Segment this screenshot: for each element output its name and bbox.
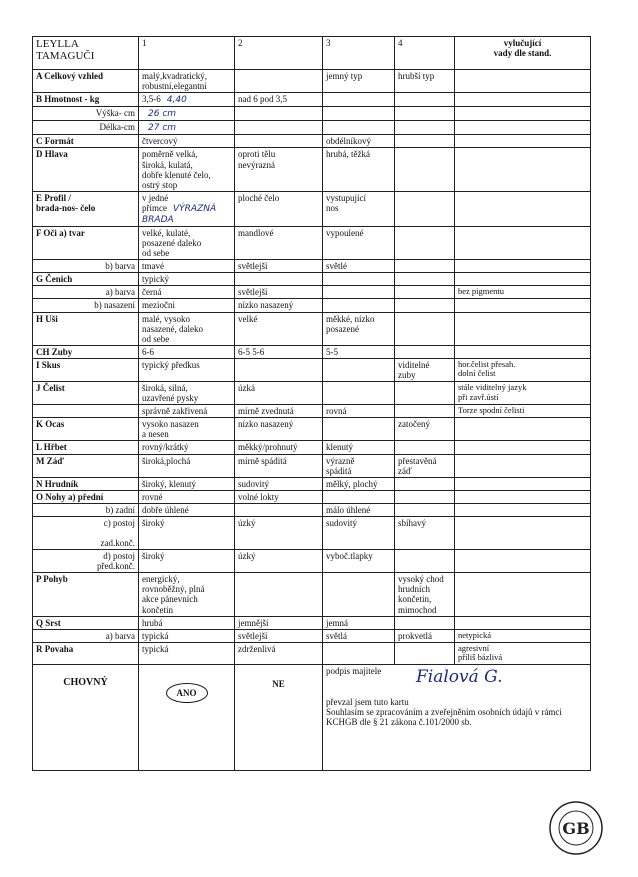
row-cell-col3: obdélníkový (323, 135, 395, 148)
row-cell-col4 (395, 191, 455, 226)
row-cell-col4 (395, 121, 455, 135)
row-cell-col1: široký, klenutý (139, 477, 235, 490)
row-cell-col4 (395, 312, 455, 345)
row-label: Délka-cm (33, 121, 139, 135)
form-row (33, 516, 591, 549)
row-cell-col5: agresivní příliš bázlivá (455, 642, 591, 664)
row-cell-col5 (455, 148, 591, 191)
row-cell-col2 (235, 573, 323, 616)
row-label: d) postoj před.konč. (33, 550, 139, 573)
form-row (33, 107, 591, 121)
form-row (33, 299, 591, 312)
row-cell-col2: zdrženlivá (235, 642, 323, 664)
row-cell-col5: bez pigmentu (455, 286, 591, 299)
row-cell-col3: 5-5 (323, 345, 395, 358)
row-cell-col3 (323, 642, 395, 664)
row-label: M Záď (33, 454, 139, 477)
row-cell-col2: nízko nasazený (235, 418, 323, 441)
row-cell-col2: volné lokty (235, 490, 323, 503)
form-row (33, 227, 591, 260)
row-cell-col1: velké, kulaté, posazené daleko od sebe (139, 227, 235, 260)
row-cell-col1: správně zakřivená (139, 405, 235, 418)
row-label: G Čenich (33, 273, 139, 286)
row-cell-col5 (455, 516, 591, 549)
form-row (33, 477, 591, 490)
row-cell-col1: široký (139, 516, 235, 549)
row-cell-col5 (455, 418, 591, 441)
row-cell-col1: čtvercový (139, 135, 235, 148)
row-cell-col4 (395, 503, 455, 516)
row-label: N Hrudník (33, 477, 139, 490)
row-cell-col1: malý,kvadratický, robustní,elegantní (139, 70, 235, 93)
row-cell-col1: rovný/krátký (139, 441, 235, 454)
row-cell-col4 (395, 441, 455, 454)
row-cell-col2: úzký (235, 550, 323, 573)
breeding-yes-cell (139, 664, 235, 770)
assessment-form (32, 36, 591, 771)
row-cell-col2: mandlové (235, 227, 323, 260)
column-2-header: 2 (235, 37, 323, 70)
row-cell-col4: prokvetlá (395, 629, 455, 642)
row-cell-col3: vypoulené (323, 227, 395, 260)
row-cell-col2: 6-5 5-6 (235, 345, 323, 358)
row-label: Q Srst (33, 616, 139, 629)
form-row (33, 573, 591, 616)
form-row (33, 191, 591, 226)
row-label: K Ocas (33, 418, 139, 441)
row-cell-col2: oproti tělu nevýrazná (235, 148, 323, 191)
stamp-letters: GB (562, 819, 590, 838)
form-row (33, 273, 591, 286)
row-cell-col5 (455, 135, 591, 148)
row-cell-col4 (395, 382, 455, 405)
row-cell-col1 (139, 191, 235, 226)
row-cell-col2 (235, 358, 323, 381)
row-cell-col3 (323, 573, 395, 616)
row-label: F Oči a) tvar (33, 227, 139, 260)
form-row (33, 121, 591, 135)
form-row (33, 148, 591, 191)
row-label: a) barva (33, 629, 139, 642)
row-cell-col5 (455, 490, 591, 503)
row-cell-col4 (395, 286, 455, 299)
row-cell-col5 (455, 107, 591, 121)
form-row (33, 260, 591, 273)
club-stamp (548, 800, 604, 856)
row-cell-col5 (455, 260, 591, 273)
row-cell-col1: malé, vysoko nasazené, daleko od sebe (139, 312, 235, 345)
row-cell-col3: jemná (323, 616, 395, 629)
row-cell-col1: typická (139, 629, 235, 642)
row-cell-col2: sudovitý (235, 477, 323, 490)
row-cell-col3: málo úhlené (323, 503, 395, 516)
row-cell-col2 (235, 135, 323, 148)
handwritten-entry: 27 cm (148, 123, 177, 134)
row-cell-col5: netypická (455, 629, 591, 642)
row-cell-col3: světlá (323, 629, 395, 642)
row-cell-col3 (323, 418, 395, 441)
column-4-header: 4 (395, 37, 455, 70)
form-row (33, 503, 591, 516)
row-cell-col3: výrazně spáditá (323, 454, 395, 477)
row-cell-col3: světlé (323, 260, 395, 273)
row-cell-col3: klenutý (323, 441, 395, 454)
row-label: R Povaha (33, 642, 139, 664)
row-cell-col4: přestavěná záď (395, 454, 455, 477)
row-cell-col2: mírně zvednutá (235, 405, 323, 418)
row-cell-col2 (235, 70, 323, 93)
row-cell-col3: jemný typ (323, 70, 395, 93)
row-cell-col3: sudovitý (323, 516, 395, 549)
row-cell-col4: hrubší typ (395, 70, 455, 93)
form-row (33, 441, 591, 454)
row-cell-col1: rovné (139, 490, 235, 503)
column-disqualifying-header: vylučující vady dle stand. (455, 37, 591, 70)
form-row (33, 382, 591, 405)
row-cell-col1: široká,plochá (139, 454, 235, 477)
form-row (33, 616, 591, 629)
row-cell-col3 (323, 358, 395, 381)
row-cell-col2: světlejší (235, 286, 323, 299)
printed-value: 3,5-6 (142, 94, 161, 105)
row-cell-col3 (323, 107, 395, 121)
row-cell-col3 (323, 273, 395, 286)
row-cell-col5 (455, 441, 591, 454)
row-cell-col2 (235, 121, 323, 135)
row-cell-col4 (395, 490, 455, 503)
row-label: CH Zuby (33, 345, 139, 358)
row-cell-col3 (323, 490, 395, 503)
row-cell-col2 (235, 107, 323, 121)
row-cell-col1: energický, rovnoběžný, plná akce pánevních končetin (139, 573, 235, 616)
row-label: H Uši (33, 312, 139, 345)
row-cell-col3: vystupující nos (323, 191, 395, 226)
row-cell-col4 (395, 405, 455, 418)
row-cell-col5 (455, 191, 591, 226)
row-cell-col4 (395, 273, 455, 286)
row-label: E Profil / brada-nos- čelo (33, 191, 139, 226)
row-cell-col5 (455, 345, 591, 358)
printed-value: v jedné přímce (142, 192, 169, 213)
row-cell-col2: nad 6 pod 3,5 (235, 93, 323, 107)
owner-signature-cell (323, 664, 591, 770)
row-cell-col4 (395, 477, 455, 490)
row-cell-col2: měkký/prohnutý (235, 441, 323, 454)
row-label: a) barva (33, 286, 139, 299)
row-cell-col1: poměrně velká, široká, kulatá, dobře klenuté čelo, ostrý stop (139, 148, 235, 191)
row-cell-col3 (323, 299, 395, 312)
row-cell-col3: vyboč.tlapky (323, 550, 395, 573)
form-row (33, 358, 591, 381)
row-cell-col1: černá (139, 286, 235, 299)
row-cell-col2 (235, 503, 323, 516)
row-label: P Pohyb (33, 573, 139, 616)
row-label: b) nasazení (33, 299, 139, 312)
row-cell-col5 (455, 93, 591, 107)
row-cell-col5 (455, 477, 591, 490)
row-cell-col5 (455, 227, 591, 260)
form-row (33, 70, 591, 93)
row-label: L Hřbet (33, 441, 139, 454)
form-row (33, 286, 591, 299)
row-cell-col3: rovná (323, 405, 395, 418)
row-cell-col1: široká, silná, uzavřené pysky (139, 382, 235, 405)
row-cell-col5 (455, 312, 591, 345)
row-cell-col5 (455, 273, 591, 286)
row-cell-col2: nízko nasazený (235, 299, 323, 312)
row-label (33, 405, 139, 418)
breed-name: LEYLLA TAMAGUČI (33, 37, 139, 70)
row-cell-col3 (323, 121, 395, 135)
row-cell-col4 (395, 148, 455, 191)
row-cell-col5 (455, 503, 591, 516)
row-cell-col1: typická (139, 642, 235, 664)
row-cell-col3: měkké, nízko posazené (323, 312, 395, 345)
row-label: D Hlava (33, 148, 139, 191)
consent-text: převzal jsem tuto kartu Souhlasím se zpracováním a zveřejněním osobních údajů v rámci KCHGB dle § 21 zákona č.101/2000 sb. (326, 696, 562, 728)
header-row (33, 37, 591, 70)
row-cell-col2: ploché čelo (235, 191, 323, 226)
row-cell-col5 (455, 550, 591, 573)
row-cell-col4: zatočený (395, 418, 455, 441)
row-cell-col5 (455, 70, 591, 93)
row-cell-col1: dobře úhlené (139, 503, 235, 516)
row-cell-col4 (395, 93, 455, 107)
signature-label: podpis majitele (326, 665, 382, 676)
handwritten-entry: 4,40 (166, 95, 187, 106)
row-cell-col1: tmavé (139, 260, 235, 273)
row-cell-col4 (395, 260, 455, 273)
row-cell-col5 (455, 121, 591, 135)
row-cell-col2: velké (235, 312, 323, 345)
form-row (33, 345, 591, 358)
row-cell-col3: mělký, plochý (323, 477, 395, 490)
row-label: Výška- cm (33, 107, 139, 121)
row-cell-col4: viditelné zuby (395, 358, 455, 381)
row-cell-col1: meziočni (139, 299, 235, 312)
handwritten-entry: VÝRAZNÁ BRADA (142, 203, 217, 225)
row-cell-col5: Torze spodní čelisti (455, 405, 591, 418)
row-cell-col4 (395, 616, 455, 629)
row-cell-col1: 6-6 (139, 345, 235, 358)
handwritten-entry: 26 cm (148, 109, 177, 120)
row-cell-col4 (395, 345, 455, 358)
row-cell-col4 (395, 107, 455, 121)
form-row (33, 135, 591, 148)
row-cell-col1 (139, 121, 235, 135)
row-cell-col5: stále viditelný jazyk při zavř.ústí (455, 382, 591, 405)
row-label: I Skus (33, 358, 139, 381)
row-cell-col1: vysoko nasazen a nesen (139, 418, 235, 441)
row-label: b) barva (33, 260, 139, 273)
row-cell-col3 (323, 93, 395, 107)
row-cell-col4 (395, 642, 455, 664)
row-cell-col2: světlejší (235, 629, 323, 642)
row-cell-col4: sbíhavý (395, 516, 455, 549)
row-label: J Čelist (33, 382, 139, 405)
column-3-header: 3 (323, 37, 395, 70)
form-row (33, 418, 591, 441)
row-cell-col2 (235, 273, 323, 286)
row-cell-col4 (395, 550, 455, 573)
form-row (33, 454, 591, 477)
breeding-no: NE (235, 664, 323, 770)
breeding-label: CHOVNÝ (33, 664, 139, 770)
row-cell-col2: světlejší (235, 260, 323, 273)
form-row (33, 629, 591, 642)
row-label: B Hmotnost - kg (33, 93, 139, 107)
row-cell-col1 (139, 93, 235, 107)
form-row (33, 550, 591, 573)
row-label: C Formát (33, 135, 139, 148)
breeding-row (33, 664, 591, 770)
owner-signature: Fialová G. (416, 666, 503, 687)
row-cell-col5 (455, 573, 591, 616)
form-row (33, 642, 591, 664)
column-1-header: 1 (139, 37, 235, 70)
row-cell-col2: úzký (235, 516, 323, 549)
row-cell-col5 (455, 454, 591, 477)
row-cell-col1: široký (139, 550, 235, 573)
breeding-yes-circled: ANO (166, 683, 208, 703)
row-cell-col3 (323, 382, 395, 405)
row-cell-col2: jemnější (235, 616, 323, 629)
row-cell-col2: úzká (235, 382, 323, 405)
row-cell-col2: mírně spáditá (235, 454, 323, 477)
row-cell-col3 (323, 286, 395, 299)
form-row (33, 405, 591, 418)
row-cell-col5 (455, 616, 591, 629)
row-label: O Nohy a) přední (33, 490, 139, 503)
row-label: b) zadní (33, 503, 139, 516)
form-row (33, 312, 591, 345)
row-cell-col5 (455, 299, 591, 312)
row-cell-col5: hor.čelist přesah. dolní čelist (455, 358, 591, 381)
row-cell-col4 (395, 135, 455, 148)
row-label: c) postoj zad.konč. (33, 516, 139, 549)
row-cell-col4 (395, 227, 455, 260)
row-cell-col1: typický (139, 273, 235, 286)
row-cell-col4: vysoký chod hrudních končetin, mimochod (395, 573, 455, 616)
row-cell-col1: hrubá (139, 616, 235, 629)
form-row (33, 93, 591, 107)
form-row (33, 490, 591, 503)
row-cell-col3: hrubá, těžká (323, 148, 395, 191)
row-label: A Celkový vzhled (33, 70, 139, 93)
row-cell-col1: typický předkus (139, 358, 235, 381)
row-cell-col1 (139, 107, 235, 121)
row-cell-col4 (395, 299, 455, 312)
